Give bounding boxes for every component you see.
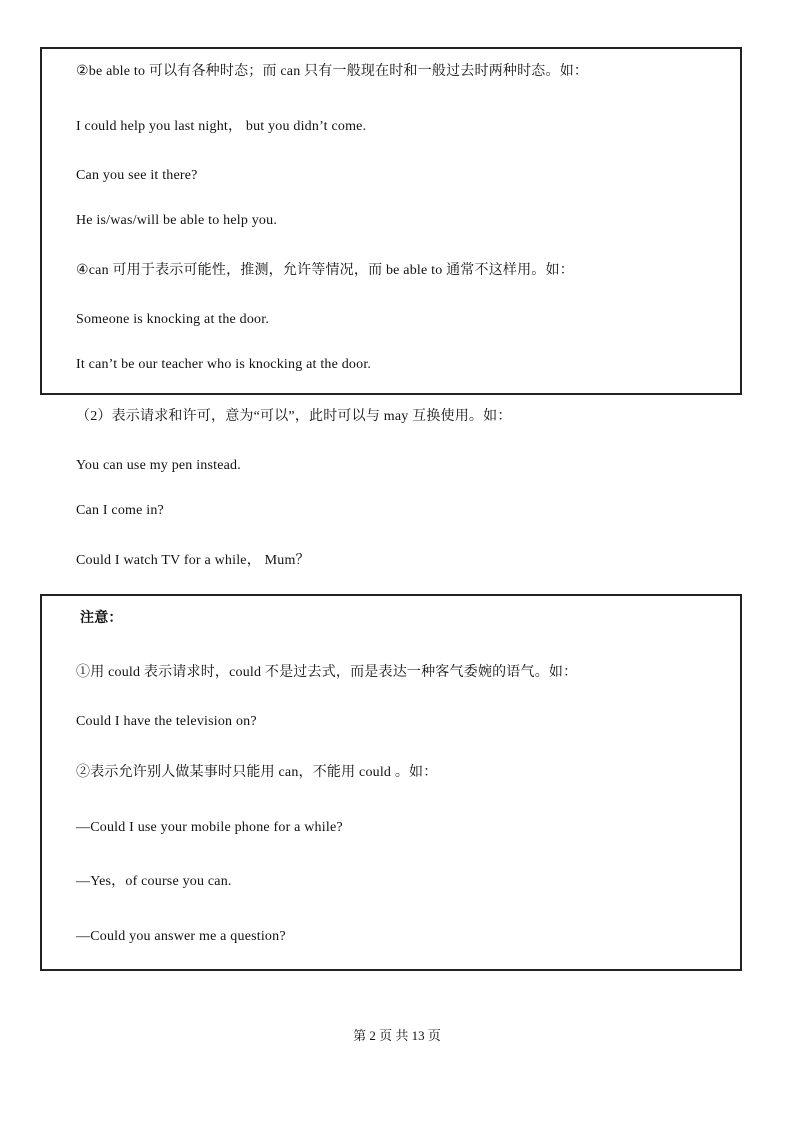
box1-point-tenses: ②be able to 可以有各种时态；而 can 只有一般现在时和一般过去时两种时态。如： xyxy=(76,64,589,79)
box2-example-line: —Could I use your mobile phone for a while? xyxy=(76,820,343,835)
section2-example-line: Could I watch TV for a while， Mum？ xyxy=(76,553,310,568)
box2-point-permission: ②表示允许别人做某事时只能用 can，不能用 could 。如： xyxy=(76,765,438,780)
box1-example-line: Can you see it there? xyxy=(76,168,198,183)
notes-box-attention xyxy=(40,594,742,971)
page-number: 第 2 页 共 13 页 xyxy=(353,1028,441,1043)
box1-example-line: It can’t be our teacher who is knocking at the door. xyxy=(76,357,372,372)
section2-example-line: Can I come in? xyxy=(76,503,164,518)
box2-example-line: —Could you answer me a question? xyxy=(76,929,286,944)
box1-example-line: Someone is knocking at the door. xyxy=(76,312,270,327)
box2-title: 注意： xyxy=(80,611,123,626)
box1-example-line: I could help you last night， but you didn’t come. xyxy=(76,119,367,134)
section2-example-line: You can use my pen instead. xyxy=(76,458,241,473)
box1-point-possibility: ④can 可用于表示可能性，推测，允许等情况，而 be able to 通常不这样用。如： xyxy=(76,263,574,278)
box1-example-line: He is/was/will be able to help you. xyxy=(76,213,278,228)
section2-heading: （2）表示请求和许可，意为“可以”，此时可以与 may 互换使用。如： xyxy=(76,409,512,424)
box2-example-line: —Yes，of course you can. xyxy=(76,874,232,889)
box2-example-line: Could I have the television on? xyxy=(76,714,257,729)
box2-point-could-polite: ①用 could 表示请求时，could 不是过去式，而是表达一种客气委婉的语气。如： xyxy=(76,665,578,680)
